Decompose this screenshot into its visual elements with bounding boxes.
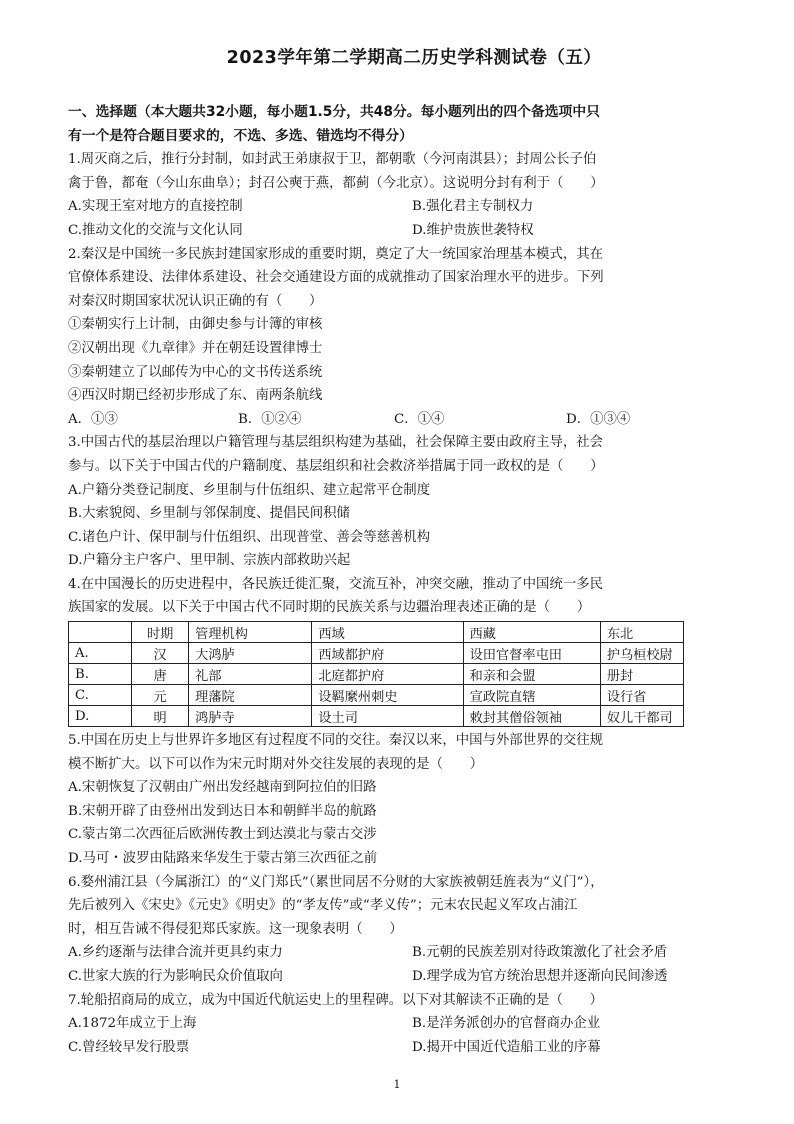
question-options bbox=[68, 408, 760, 432]
table-cell: 设土司 bbox=[312, 706, 463, 727]
statement-item: ②汉朝出现《九章律》并在朝廷设置律博士 bbox=[68, 340, 323, 356]
table-cell: 时期 bbox=[132, 622, 189, 643]
question-stem-line: 时，相互告诫不得侵犯郑氏家族。这一现象表明（ ） bbox=[68, 921, 403, 937]
question-stem-line: 3.中国古代的基层治理以户籍管理与基层组织构建为基础，社会保障主要由政府主导，社会 bbox=[68, 435, 604, 451]
question-options bbox=[68, 195, 760, 242]
option-a: A.乡约逐渐与法律合流并更具约束力 bbox=[68, 945, 283, 961]
table-cell: 明 bbox=[132, 706, 189, 727]
table-cell: 元 bbox=[132, 685, 189, 706]
table-cell: 鸿胪寺 bbox=[189, 706, 312, 727]
option-d: D.揭开中国近代造船工业的序幕 bbox=[412, 1039, 601, 1055]
table-cell: 护乌桓校尉 bbox=[600, 643, 683, 664]
exam-title: 2023学年第二学期高二历史学科测试卷（五） bbox=[226, 48, 602, 68]
table-cell: 东北 bbox=[600, 622, 683, 643]
question-2 bbox=[68, 243, 760, 432]
table-cell: 管理机构 bbox=[189, 622, 312, 643]
question-stem-line: 2.秦汉是中国统一多民族封建国家形成的重要时期，奠定了大一统国家治理基本模式，其在 bbox=[68, 246, 604, 262]
table-row bbox=[69, 664, 684, 685]
question-options bbox=[68, 941, 760, 988]
option-a: A.实现王室对地方的直接控制 bbox=[68, 199, 243, 215]
table-cell: 唐 bbox=[132, 664, 189, 685]
table-cell: 西藏 bbox=[463, 622, 600, 643]
option-d: D.户籍分主户客户、里甲制、宗族内部救助兴起 bbox=[68, 553, 351, 569]
option-b: B.大索貌阅、乡里制与邻保制度、提倡民间积储 bbox=[68, 506, 350, 522]
table-cell: 西域 bbox=[312, 622, 463, 643]
page-number: 1 bbox=[393, 1078, 401, 1091]
question-stem-line: 族国家的发展。以下关于中国古代不同时期的民族关系与边疆治理表述正确的是（ ） bbox=[68, 600, 591, 616]
option-a: A．①③ bbox=[68, 411, 118, 427]
option-d: D．①③④ bbox=[566, 411, 631, 427]
option-a: A.宋朝恢复了汉朝由广州出发经越南到阿拉伯的旧路 bbox=[68, 780, 377, 796]
table-cell: 宣政院直辖 bbox=[463, 685, 600, 706]
question-stem-line: 先后被列入《宋史》《元史》《明史》的“孝友传”或“孝义传”；元末农民起义军攻占浦江 bbox=[68, 898, 578, 914]
question-6 bbox=[68, 871, 760, 989]
table-cell: D. bbox=[69, 706, 132, 727]
table-cell bbox=[69, 622, 132, 643]
table-cell: B. bbox=[69, 664, 132, 685]
statement-item: ③秦朝建立了以邮传为中心的文书传送系统 bbox=[68, 364, 323, 380]
table-cell: 奴儿干都司 bbox=[600, 706, 683, 727]
table-header-row bbox=[69, 622, 684, 643]
option-c: C．①④ bbox=[394, 411, 445, 427]
question-stem-line: 4.在中国漫长的历史进程中，各民族迁徙汇聚，交流互补，冲突交融，推动了中国统一多民 bbox=[68, 576, 604, 592]
question-stem-line: 对秦汉时期国家状况认识正确的有（ ） bbox=[68, 293, 323, 309]
option-c: C.曾经较早发行股票 bbox=[68, 1039, 190, 1055]
section-heading bbox=[68, 101, 760, 148]
table-cell: 设田官督率屯田 bbox=[463, 643, 600, 664]
table-cell: 敕封其僧俗领袖 bbox=[463, 706, 600, 727]
question-stem-line: 7.轮船招商局的成立，成为中国近代航运史上的里程碑。以下对其解读不正确的是（ ） bbox=[68, 992, 604, 1008]
table-cell: 册封 bbox=[600, 664, 683, 685]
option-d: D.马可・波罗由陆路来华发生于蒙古第三次西征之前 bbox=[68, 851, 378, 867]
option-a: A.1872年成立于上海 bbox=[68, 1016, 197, 1032]
question-stem-line: 6.婺州浦江县（今属浙江）的“义门郑氏”（累世同居不分财的大家族被朝廷旌表为“义门”）， bbox=[68, 874, 604, 890]
question-3 bbox=[68, 431, 760, 573]
option-c: C.蒙古第二次西征后欧洲传教士到达漠北与蒙古交涉 bbox=[68, 827, 377, 843]
table-cell: 和亲和会盟 bbox=[463, 664, 600, 685]
option-b: B.是洋务派创办的官督商办企业 bbox=[412, 1016, 601, 1032]
question-stem-line: 1.周灭商之后，推行分封制，如封武王弟康叔于卫，都朝歌（今河南淇县）；封周公长子伯 bbox=[68, 152, 597, 168]
option-b: B.强化君主专制权力 bbox=[412, 199, 534, 215]
table-cell: C. bbox=[69, 685, 132, 706]
option-d: D.维护贵族世袭特权 bbox=[412, 222, 534, 238]
statement-item: ①秦朝实行上计制，由御史参与计簿的审核 bbox=[68, 317, 323, 333]
table-cell: 汉 bbox=[132, 643, 189, 664]
question-options bbox=[68, 1012, 760, 1059]
table-cell: 大鸿胪 bbox=[189, 643, 312, 664]
table-row bbox=[69, 643, 684, 664]
question-stem-line: 模不断扩大。以下可以作为宋元时期对外交往发展的表现的是（ ） bbox=[68, 756, 484, 772]
option-b: B.宋朝开辟了由登州出发到达日本和朝鲜半岛的航路 bbox=[68, 803, 377, 819]
question-1 bbox=[68, 148, 760, 242]
table-cell: 设行省 bbox=[600, 685, 683, 706]
option-a: A.户籍分类登记制度、乡里制与什伍组织、建立起常平仓制度 bbox=[68, 482, 431, 498]
table-cell: 西域都护府 bbox=[312, 643, 463, 664]
table-row bbox=[69, 685, 684, 706]
section-heading-line: 一、选择题（本大题共32小题，每小题1.5分，共48分。每小题列出的四个备选项中只 bbox=[68, 104, 600, 120]
table-cell: 北庭都护府 bbox=[312, 664, 463, 685]
question-4 bbox=[68, 573, 760, 727]
table-cell: 设羁縻州刺史 bbox=[312, 685, 463, 706]
option-c: C.推动文化的交流与文化认同 bbox=[68, 222, 243, 238]
option-c: C.诸色户计、保甲制与什伍组织、出现普堂、善会等慈善机构 bbox=[68, 529, 431, 545]
table-cell: 理藩院 bbox=[189, 685, 312, 706]
option-b: B.元朝的民族差别对待政策激化了社会矛盾 bbox=[412, 945, 668, 961]
question-stem-line: 禽于鲁，都奄（今山东曲阜）；封召公奭于燕，都蓟（今北京）。这说明分封有利于（ ） bbox=[68, 175, 604, 191]
table-cell: 礼部 bbox=[189, 664, 312, 685]
question-5 bbox=[68, 729, 760, 871]
question-7 bbox=[68, 989, 760, 1060]
option-d: D.理学成为官方统治思想并逐渐向民间渗透 bbox=[412, 969, 668, 984]
question-stem-line: 官僚体系建设、法律体系建设、社会交通建设方面的成就推动了国家治理水平的进步。下列 bbox=[68, 270, 604, 286]
table-row bbox=[69, 706, 684, 727]
ethnic-relations-table bbox=[68, 621, 684, 727]
question-stem-line: 5.中国在历史上与世界许多地区有过程度不同的交往。秦汉以来，中国与外部世界的交往规 bbox=[68, 733, 604, 749]
question-stem-line: 参与。以下关于中国古代的户籍制度、基层组织和社会救济举措属于同一政权的是（ ） bbox=[68, 458, 604, 474]
statement-item: ④西汉时期已经初步形成了东、南两条航线 bbox=[68, 388, 323, 404]
option-b: B．①②④ bbox=[238, 411, 302, 427]
section-heading-line: 有一个是符合题目要求的，不选、多选、错选均不得分） bbox=[68, 127, 413, 144]
option-c: C.世家大族的行为影响民众价值取向 bbox=[68, 969, 283, 984]
table-cell: A. bbox=[69, 643, 132, 664]
